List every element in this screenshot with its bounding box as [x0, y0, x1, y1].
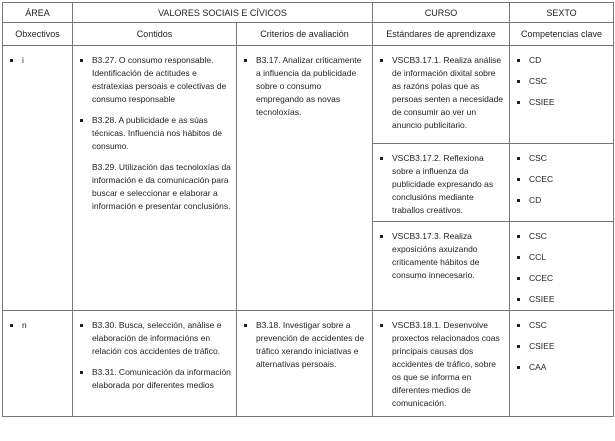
- list-item: [9, 319, 67, 332]
- list-item: [516, 230, 608, 243]
- cell-content: [3, 311, 72, 336]
- list-item: [516, 54, 608, 67]
- list-item: [516, 340, 608, 353]
- list-item-text: i: [22, 55, 24, 65]
- header-area: ÁREA: [3, 3, 73, 23]
- bullet-icon: [517, 80, 520, 83]
- list-item-text: VSCB3.17.2. Reflexiona sobre a influenza da publicidade expresando as conclusións mediante traballos creativos.: [392, 153, 494, 215]
- list-item: [516, 96, 608, 109]
- bullet-icon: [517, 178, 520, 181]
- estandar-cell: [373, 222, 510, 311]
- header-obxectivos: Obxectivos: [3, 23, 73, 46]
- list-item-text: B3.30. Busca, selección, análise e elaboración de informacións en relación cos accidentes de tráfico.: [92, 320, 222, 356]
- table-header: [3, 3, 614, 46]
- list-item-text: CSC: [529, 76, 547, 86]
- list-item-text: CD: [529, 55, 542, 65]
- header-curso: CURSO: [373, 3, 510, 23]
- bullet-icon: [517, 59, 520, 62]
- list-item: [516, 319, 608, 332]
- list-item: [379, 319, 504, 410]
- bullet-icon: [517, 256, 520, 259]
- bullet-icon: [80, 371, 83, 374]
- bullet-icon: [517, 298, 520, 301]
- list-item: [243, 54, 367, 119]
- list-item-text: B3.18. Investigar sobre a prevención de accidentes de tráfico xerando iniciativas e alternativas persoais.: [256, 320, 365, 369]
- cell-content: [3, 46, 72, 71]
- list-item-text: VSCB3.18.1. Desenvolve proxectos relacionados coas principais causas dos accidentes de tráfico, sobre os que se informa en diferentes medios de comunicación.: [392, 320, 500, 408]
- bullet-icon: [517, 277, 520, 280]
- list-item-text: VSCB3.17.3. Realiza exposicións axuizando criticamente hábitos de consumo innecesario.: [392, 231, 480, 280]
- cell-content: [373, 144, 509, 221]
- list-item: [379, 230, 504, 282]
- table-header-row-1: [3, 3, 614, 23]
- bullet-icon: [517, 324, 520, 327]
- list-item: [516, 194, 608, 207]
- cell-content: [373, 46, 509, 136]
- bullet-icon: [80, 324, 83, 327]
- cell-content: [373, 222, 509, 286]
- list-item: [79, 366, 231, 392]
- list-item-text: CSC: [529, 320, 547, 330]
- cell-content: [73, 311, 236, 396]
- bullet-icon: [380, 235, 383, 238]
- list-item-text: CSIEE: [529, 341, 555, 351]
- cell-content: [373, 311, 509, 414]
- criterios-cell: [237, 311, 373, 417]
- obxectivos-cell: [3, 46, 73, 311]
- bullet-icon: [80, 119, 83, 122]
- list-item-text: VSCB3.17.1. Realiza análise de información dixital sobre as razóns polas que as persoas senten a necesidade de consumir ao ver un anuncio publicitario.: [392, 55, 504, 130]
- list-item-text: n: [22, 320, 27, 330]
- list-item-text: CSIEE: [529, 97, 555, 107]
- cell-content: [510, 222, 613, 310]
- cell-content: [237, 46, 372, 123]
- bullet-icon: [517, 345, 520, 348]
- cell-content: [73, 46, 236, 217]
- list-item-text: CCL: [529, 252, 547, 262]
- list-item-text: B3.28. A publicidade e as súas técnicas. Influencia nos hábitos de consumo.: [92, 115, 222, 151]
- header-contidos: Contidos: [73, 23, 237, 46]
- estandar-cell: [373, 144, 510, 222]
- bullet-icon: [517, 157, 520, 160]
- list-item: [516, 272, 608, 285]
- header-valores-sociais: VALORES SOCIAIS E CÍVICOS: [73, 3, 373, 23]
- cell-content: [237, 311, 372, 375]
- contidos-cell: [73, 311, 237, 417]
- list-item: [79, 114, 231, 153]
- table-body: [3, 46, 614, 417]
- competencias-cell: [510, 46, 614, 144]
- bullet-icon: [517, 101, 520, 104]
- list-item: [79, 319, 231, 358]
- list-item: [516, 173, 608, 186]
- list-item-text: B3.29. Utilización das tecnoloxías da información e da comunicación para buscar e seleccionar e elaborar a información e presentar conclusións.: [92, 162, 231, 211]
- bullet-icon: [517, 199, 520, 202]
- bullet-icon: [244, 324, 247, 327]
- header-estandares: Estándares de aprendizaxe: [373, 23, 510, 46]
- estandar-cell: [373, 46, 510, 144]
- bullet-icon: [10, 59, 13, 62]
- list-item-text: CCEC: [529, 174, 554, 184]
- list-item: [516, 293, 608, 306]
- cell-content: [510, 144, 613, 211]
- bullet-icon: [517, 235, 520, 238]
- obxectivos-cell: [3, 311, 73, 417]
- competencias-cell: [510, 311, 614, 417]
- list-item-text: B3.17. Analizar criticamente a influencia da publicidade sobre o consumo empregando as novas tecnoloxías.: [256, 55, 362, 117]
- bullet-icon: [380, 324, 383, 327]
- bullet-icon: [10, 324, 13, 327]
- curriculum-table: [2, 2, 614, 417]
- list-item: [516, 152, 608, 165]
- estandar-cell: [373, 311, 510, 417]
- table-row: [3, 46, 614, 144]
- header-criterios: Criterios de avaliación: [237, 23, 373, 46]
- list-item-text: B3.27. O consumo responsable. Identificación de actitudes e estratexias persoais e colectivas de consumo responsable: [92, 55, 227, 104]
- list-item: [516, 75, 608, 88]
- table-row: [3, 311, 614, 417]
- list-item: [516, 361, 608, 374]
- table-header-row-2: [3, 23, 614, 46]
- list-item-text: CCEC: [529, 273, 554, 283]
- list-item: [243, 319, 367, 371]
- bullet-icon: [517, 366, 520, 369]
- list-item: [79, 54, 231, 106]
- bullet-icon: [244, 59, 247, 62]
- cell-content: [510, 46, 613, 113]
- list-item-text: CAA: [529, 362, 547, 372]
- list-item-text: CSC: [529, 153, 547, 163]
- contidos-cell: [73, 46, 237, 311]
- bullet-icon: [380, 59, 383, 62]
- competencias-cell: [510, 222, 614, 311]
- list-item-text: CSC: [529, 231, 547, 241]
- list-item: [379, 54, 504, 132]
- competencias-cell: [510, 144, 614, 222]
- header-sexto: SEXTO: [510, 3, 614, 23]
- list-item-text: CD: [529, 195, 542, 205]
- list-item-text: B3.31. Comunicación da información elaborada por diferentes medios: [92, 367, 231, 390]
- list-item-text: CSIEE: [529, 294, 555, 304]
- list-item: [516, 251, 608, 264]
- criterios-cell: [237, 46, 373, 311]
- cell-content: [510, 311, 613, 378]
- bullet-icon: [80, 59, 83, 62]
- list-item: [9, 54, 67, 67]
- header-competencias: Competencias clave: [510, 23, 614, 46]
- bullet-icon: [380, 157, 383, 160]
- list-item: [79, 161, 231, 213]
- list-item: [379, 152, 504, 217]
